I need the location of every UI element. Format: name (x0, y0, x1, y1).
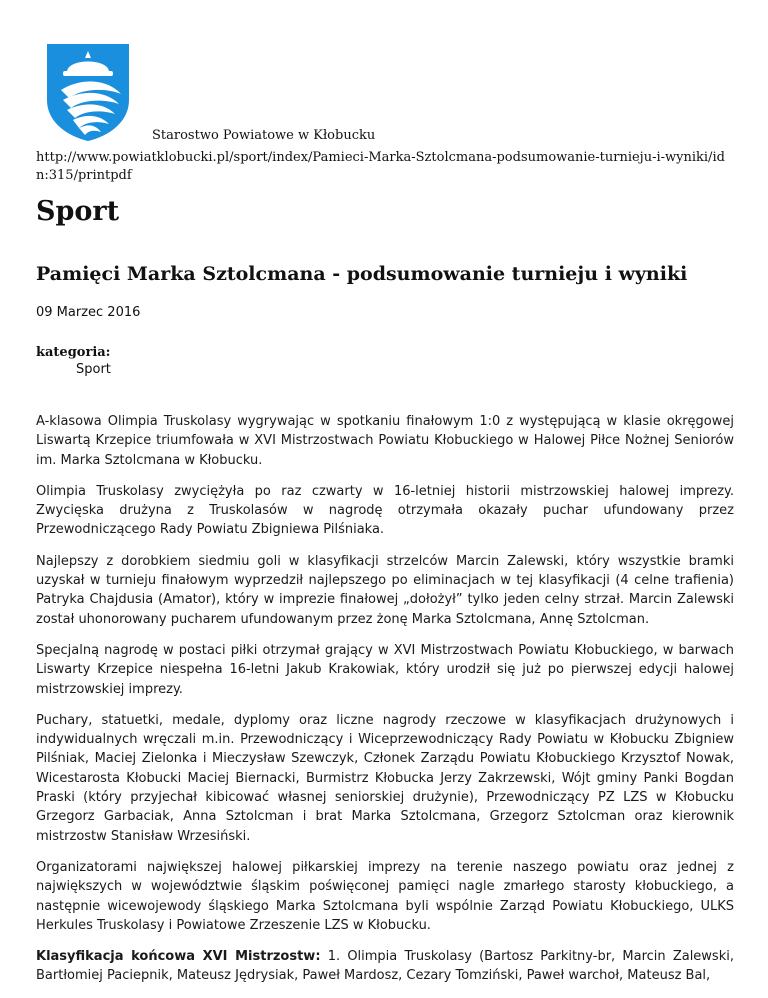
article-date: 09 Marzec 2016 (36, 305, 141, 320)
paragraph: Specjalną nagrodę w postaci piłki otrzymał grający w XVI Mistrzostwach Powiatu Kłobuckiego, w barwach Liswarty Krzepice niespełna 16-letni Jakub Krakowiak, który urodził się już po pierwszej edycji halowej mistrzowskiej imprezy. (36, 642, 734, 697)
paragraph: Olimpia Truskolasy zwyciężyła po raz czwarty w 16-letniej historii mistrzowskiej halowej imprezy. Zwycięska drużyna z Truskolasów w nagrodę otrzymała okazały puchar ufundowany przez Przewodniczącego Rady Powiatu Zbigniewa Pilśniaka. (36, 483, 734, 538)
final-classification-label: Klasyfikacja końcowa XVI Mistrzostw: (36, 949, 321, 965)
section-title: Sport (36, 196, 120, 227)
paragraph: A-klasowa Olimpia Truskolasy wygrywając w spotkaniu finałowym 1:0 z występującą w klasie okręgowej Liswartą Krzepice triumfowała w XVI Mistrzostwach Powiatu Kłobuckiego w Halowej Piłce Nożnej Seniorów im. Marka Sztolcmana w Kłobucku. (36, 414, 734, 468)
article-title: Pamięci Marka Sztolcmana - podsumowanie turnieju i wyniki (36, 263, 688, 285)
coat-of-arms-icon (45, 42, 131, 142)
category-label: kategoria: (36, 345, 111, 360)
source-url: http://www.powiatklobucki.pl/sport/index/Pamieci-Marka-Sztolcmana-podsumowanie-turnieju-i-wyniki/idn:315/printpdf (36, 150, 725, 183)
paragraph: Puchary, statuetki, medale, dyplomy oraz liczne nagrody rzeczowe w klasyfikacjach drużynowych i indywidualnych wręczali m.in. Przewodniczący i Wiceprzewodniczący Rady Powiatu w Kłobucku Zbigniew Pilśniak, Maciej Zielonka i Mieczysław Szewczyk, Członek Zarządu Powiatu Kłobuckiego Krzysztof Nowak, Wicestarosta Kłobucki Maciej Biernacki, Burmistrz Kłobucka Jerzy Zakrzewski, Wójt gminy Panki Bogdan Praski (który przyjechał kibicować własnej seniorskiej drużynie), Przewodniczący PZ LZS w Kłobucku Grzegorz Garbaciak, Anna Sztolcman i brat Marka Sztolcmana, Grzegorz Sztolcman oraz kierownik mistrzostw Stanisław Wrzesiński. (36, 712, 734, 844)
category-value: Sport (76, 362, 111, 377)
article-body (36, 412, 734, 998)
site-name: Starostwo Powiatowe w Kłobucku (152, 128, 376, 143)
final-classification-text: 1. Olimpia Truskolasy (Bartosz Parkitny-br, Marcin Zalewski, Bartłomiej Paciepnik, Mateusz Jędrysiak, Paweł Mardosz, Cezary Tomziński, Paweł warchoł, Mateusz Bal, (36, 949, 734, 984)
paragraph: Organizatorami największej halowej piłkarskiej imprezy na terenie naszego powiatu oraz jednej z największych w województwie śląskim poświęconej pamięci nagle zmarłego starosty kłobuckiego, a następnie wicewojewody śląskiego Marka Sztolcmana byli wspólnie Zarząd Powiatu Kłobuckiego, ULKS Herkules Truskolasy i Powiatowe Zrzeszenie LZS w Kłobucku. (36, 859, 734, 933)
paragraph: Najlepszy z dorobkiem siedmiu goli w klasyfikacji strzelców Marcin Zalewski, który wszystkie bramki uzyskał w turnieju finałowym wyprzedził najlepszego po eliminacjach w tej klasyfikacji (4 celne trafienia) Patryka Chajdusia (Amator), który w imprezie finałowej „dołożył” tylko jeden celny strzał. Marcin Zalewski został uhonorowany pucharem ufundowanym przez żonę Marka Sztolcmana, Annę Sztolcman. (36, 553, 734, 627)
final-classification (36, 947, 734, 986)
